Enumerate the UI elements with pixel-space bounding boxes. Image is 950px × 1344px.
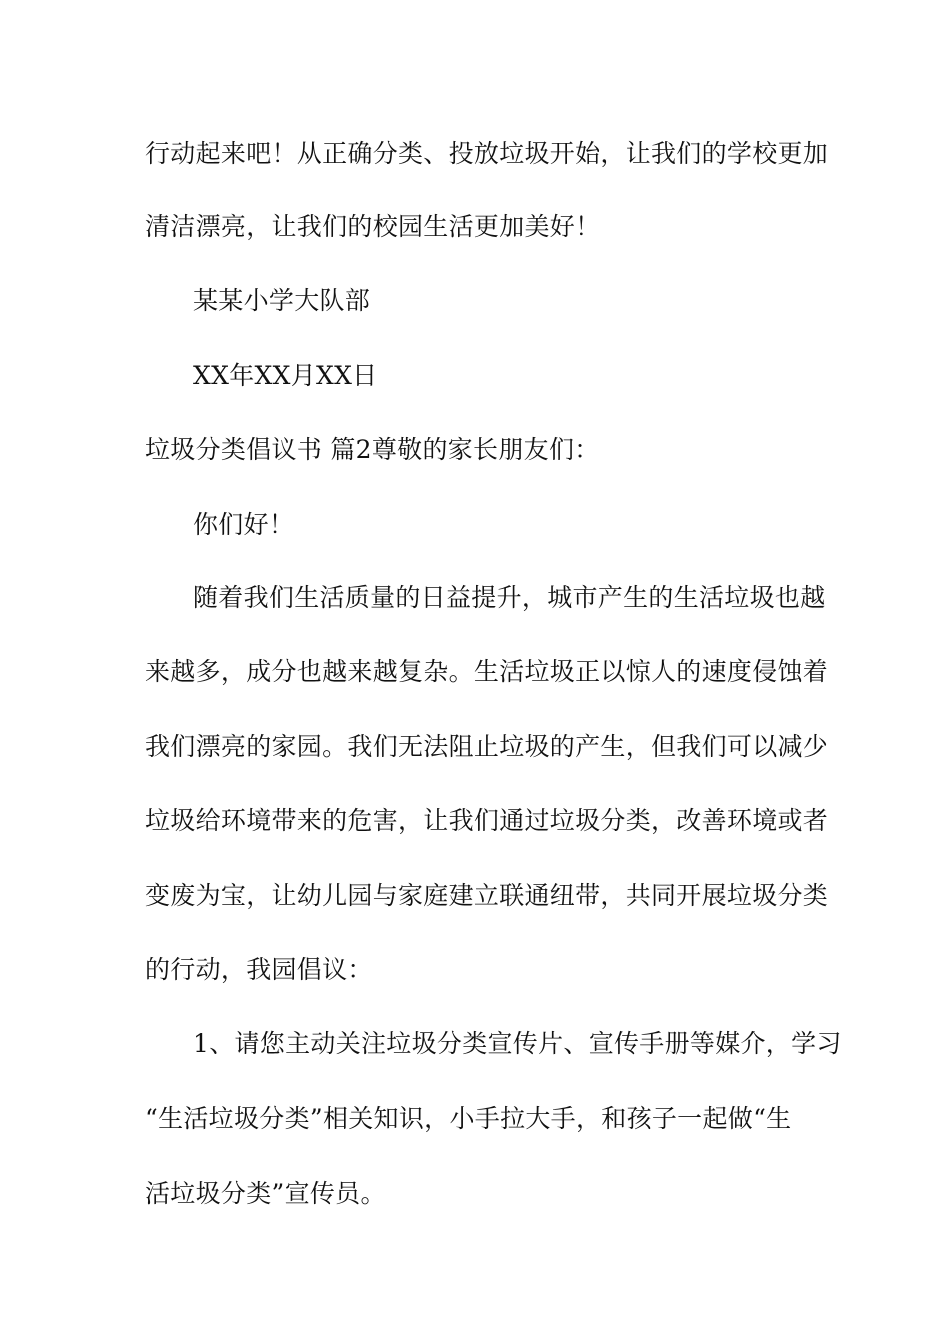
paragraph-line: 变废为宝，让幼儿园与家庭建立联通纽带，共同开展垃圾分类 (145, 881, 829, 910)
paragraph-line: 我们漂亮的家园。我们无法阻止垃圾的产生，但我们可以减少 (145, 732, 829, 761)
paragraph-line: 清洁漂亮，让我们的校园生活更加美好！ (145, 212, 601, 241)
paragraph-line: 的行动，我园倡议： (145, 955, 373, 984)
signature-organization: 某某小学大队部 (193, 286, 371, 315)
greeting: 你们好！ (193, 510, 295, 539)
paragraph-line: 垃圾给环境带来的危害，让我们通过垃圾分类，改善环境或者 (145, 806, 829, 835)
signature-date: XX年XX月XX日 (193, 361, 378, 390)
list-item-line: 1、请您主动关注垃圾分类宣传片、宣传手册等媒介，学习 (193, 1029, 842, 1058)
list-item-line: 活垃圾分类”宣传员。 (145, 1179, 386, 1208)
section-heading: 垃圾分类倡议书 篇2尊敬的家长朋友们： (145, 435, 600, 464)
paragraph-line: 来越多，成分也越来越复杂。生活垃圾正以惊人的速度侵蚀着 (145, 657, 829, 686)
paragraph-line: 随着我们生活质量的日益提升，城市产生的生活垃圾也越 (193, 583, 826, 612)
paragraph-line: 行动起来吧！从正确分类、投放垃圾开始，让我们的学校更加 (145, 139, 829, 168)
list-item-line: “生活垃圾分类”相关知识，小手拉大手，和孩子一起做“生 (145, 1104, 792, 1133)
